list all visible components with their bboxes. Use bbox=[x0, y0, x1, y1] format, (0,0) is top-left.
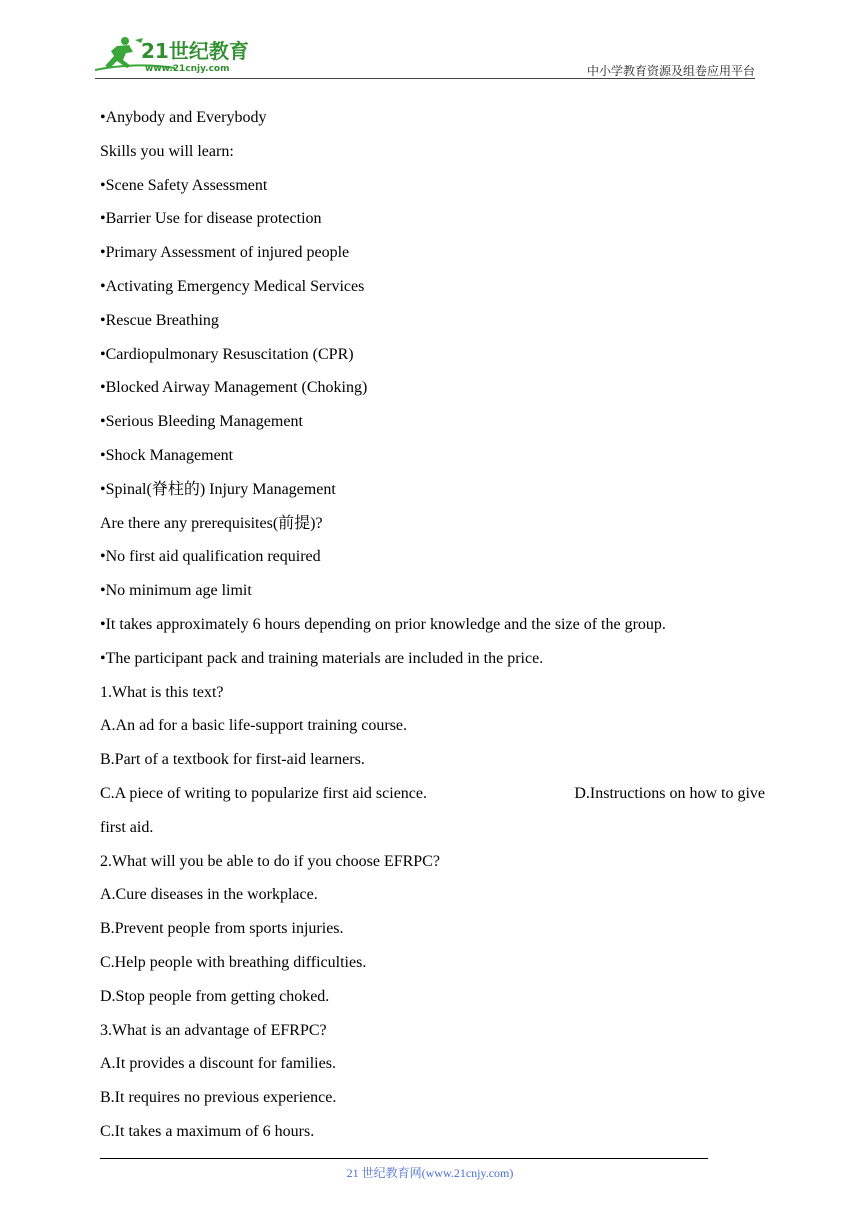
option-d: D.Instructions on how to give bbox=[574, 784, 765, 802]
option-c: C.A piece of writing to popularize first aid science. bbox=[100, 784, 428, 802]
text-line: •Rescue Breathing bbox=[100, 311, 219, 329]
footer-divider bbox=[100, 1158, 708, 1159]
option-a: A.An ad for a basic life-support training course. bbox=[100, 717, 408, 735]
text-line: •Spinal(脊柱的) Injury Management bbox=[100, 480, 336, 498]
option-b: B.It requires no previous experience. bbox=[100, 1089, 337, 1107]
text-line: •It takes approximately 6 hours depending on prior knowledge and the size of the group. bbox=[100, 615, 666, 633]
text-line: •Shock Management bbox=[100, 446, 234, 464]
option-a: A.Cure diseases in the workplace. bbox=[100, 886, 318, 904]
text-line: •Primary Assessment of injured people bbox=[100, 244, 350, 262]
question-2: 2.What will you be able to do if you choose EFRPC? bbox=[100, 852, 440, 870]
option-b: B.Prevent people from sports injuries. bbox=[100, 920, 344, 938]
header-divider bbox=[95, 78, 755, 79]
text-line: •Anybody and Everybody bbox=[100, 109, 267, 126]
document-body bbox=[100, 101, 765, 1149]
text-line: •Scene Safety Assessment bbox=[100, 176, 268, 194]
text-line: •No minimum age limit bbox=[100, 582, 252, 600]
text-line: •Blocked Airway Management (Choking) bbox=[100, 379, 368, 397]
text-line: •Cardiopulmonary Resuscitation (CPR) bbox=[100, 345, 354, 363]
header-platform-text: 中小学教育资源及组卷应用平台 bbox=[586, 64, 755, 78]
option-c: C.Help people with breathing difficulties. bbox=[100, 953, 367, 971]
text-line: •Barrier Use for disease protection bbox=[100, 210, 322, 228]
option-a: A.It provides a discount for families. bbox=[100, 1055, 336, 1073]
text-line: •Activating Emergency Medical Services bbox=[100, 277, 365, 295]
option-d: D.Stop people from getting choked. bbox=[100, 987, 330, 1005]
option-row-c-d bbox=[100, 777, 765, 811]
option-b: B.Part of a textbook for first-aid learners. bbox=[100, 751, 365, 769]
text-line: •No first aid qualification required bbox=[100, 548, 321, 566]
text-line: Are there any prerequisites(前提)? bbox=[100, 514, 323, 532]
footer-text: 21 世纪教育网(www.21cnjy.com) bbox=[346, 1166, 514, 1180]
text-line: first aid. bbox=[100, 818, 154, 836]
text-line: •Serious Bleeding Management bbox=[100, 413, 303, 431]
question-1: 1.What is this text? bbox=[100, 683, 224, 701]
logo-sub-text: www.21cnjy.com bbox=[145, 64, 230, 74]
option-c: C.It takes a maximum of 6 hours. bbox=[100, 1122, 315, 1140]
text-line: Skills you will learn: bbox=[100, 142, 234, 160]
text-line: •The participant pack and training materials are included in the price. bbox=[100, 649, 544, 667]
logo-21cnjy bbox=[95, 34, 265, 74]
question-3: 3.What is an advantage of EFRPC? bbox=[100, 1021, 327, 1039]
logo-main-text: 21世纪教育 bbox=[141, 39, 249, 63]
page-header bbox=[95, 30, 755, 78]
